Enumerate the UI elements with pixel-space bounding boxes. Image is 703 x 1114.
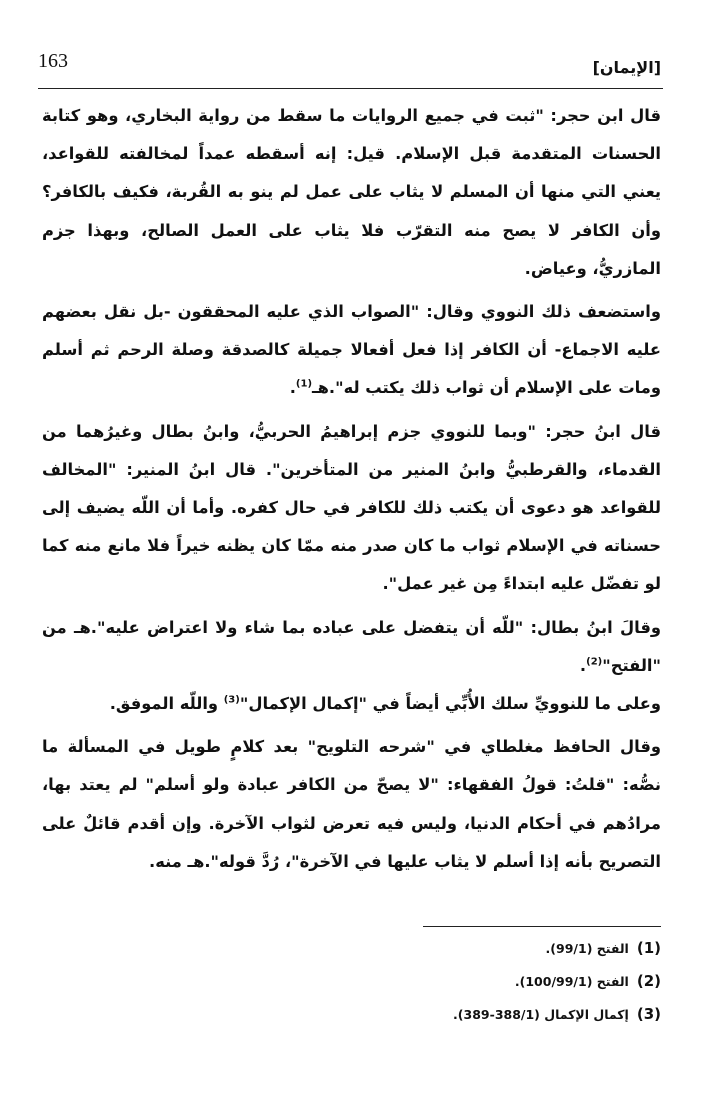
paragraph — [42, 97, 661, 288]
footnote-ref: (2) — [586, 656, 603, 668]
paragraph-text: قال ابنُ حجر: "وبما للنووي جزم إبراهيمُ الحربيُّ، وابنُ بطال وغيرُهما من القدماء، والقرطبيُّ وابنُ المنير من المتأخرين". قال ابنُ المنير: "المخالف للقواعد هو دعوى أن يكتب ذلك للكافر في حال كفره. وأما أن اللّه يضيف إلى حسناته في الإسلام ثواب ما كان صدر منه ممّا كان يظنه خيراً فلا مانع منه كما لو تفضّل عليه ابتداءً مِن غير عمل". — [42, 421, 661, 594]
footnote — [300, 932, 661, 965]
running-header — [38, 44, 663, 84]
paragraph-text: وعلى ما للنوويِّ سلك الأُبِّي أيضاً في "إكمال الإكمال" — [239, 694, 661, 714]
footnote-number: (2) — [636, 972, 661, 990]
footnote — [300, 998, 661, 1031]
paragraph-text: وقالَ ابنُ بطال: "للّه أن يتفضل على عباده بما شاء ولا اعتراض عليه".هـ من "الفتح" — [42, 617, 661, 675]
page-number: 163 — [38, 50, 68, 72]
paragraph — [42, 413, 661, 604]
footnote-number: (3) — [636, 1005, 661, 1023]
footnote-text: الفتح (99/1). — [545, 941, 629, 956]
footnote-ref: (1) — [295, 379, 313, 390]
paragraph-text: واستضعف ذلك النووي وقال: "الصواب الذي عليه المحققون -بل نقل بعضهم عليه الاجماع- أن الكافر إذا فعل أفعالا جميلة كالصدقة وصلة الرحم ثم أسلم ومات على الإسلام أن ثواب ذلك يكتب له".هـ — [42, 302, 661, 398]
footnote — [300, 965, 661, 998]
paragraph-text: وقال الحافظ مغلطاي في "شرحه التلويح" بعد كلامٍ طويل في المسألة ما نصُّه: "قلتُ: قولُ الفقهاء: "لا يصحّ من الكافر عبادة ولو أسلم" لم يعتد بها، مرادُهم في أحكام الدنيا، وليس فيه تعرض لثواب الآخرة. وإن أقدم قائلٌ على التصريح بأنه إذا أسلم لا يثاب عليها في الآخرة"، رُدَّ قوله".هـ منه. — [42, 737, 661, 871]
paragraph — [42, 609, 661, 685]
footnote-rule — [423, 926, 661, 927]
header-rule — [38, 88, 663, 89]
footnote-text: الفتح (100/99/1). — [514, 974, 629, 989]
footnote-ref: (3) — [223, 694, 240, 706]
paragraph — [42, 728, 661, 881]
paragraph — [42, 293, 661, 408]
paragraph — [42, 685, 661, 723]
footnotes — [300, 932, 661, 1031]
section-title: [الإيمان] — [592, 58, 661, 77]
footnote-text: إكمال الإكمال (388/1-389). — [453, 1007, 629, 1022]
main-text — [42, 97, 661, 886]
paragraph-text: قال ابن حجر: "ثبت في جميع الروايات ما سقط من رواية البخاري، وهو كتابة الحسنات المتقدمة قبل الإسلام. قيل: إنه أسقطه عمداً لمخالفته للقواعد، يعني التي منها أن المسلم لا يثاب على عمل لم ينو به القُربة، فكيف بالكافر؟ وأن الكافر لا يصح منه التقرّب فلا يثاب على العمل الصالح، وبهذا جزم المازريُّ، وعياض. — [42, 106, 661, 278]
paragraph-tail: واللّه الموفق. — [109, 694, 224, 714]
footnote-number: (1) — [636, 939, 661, 957]
paragraph-tail: . — [289, 378, 296, 398]
paragraph-tail: . — [579, 655, 587, 675]
